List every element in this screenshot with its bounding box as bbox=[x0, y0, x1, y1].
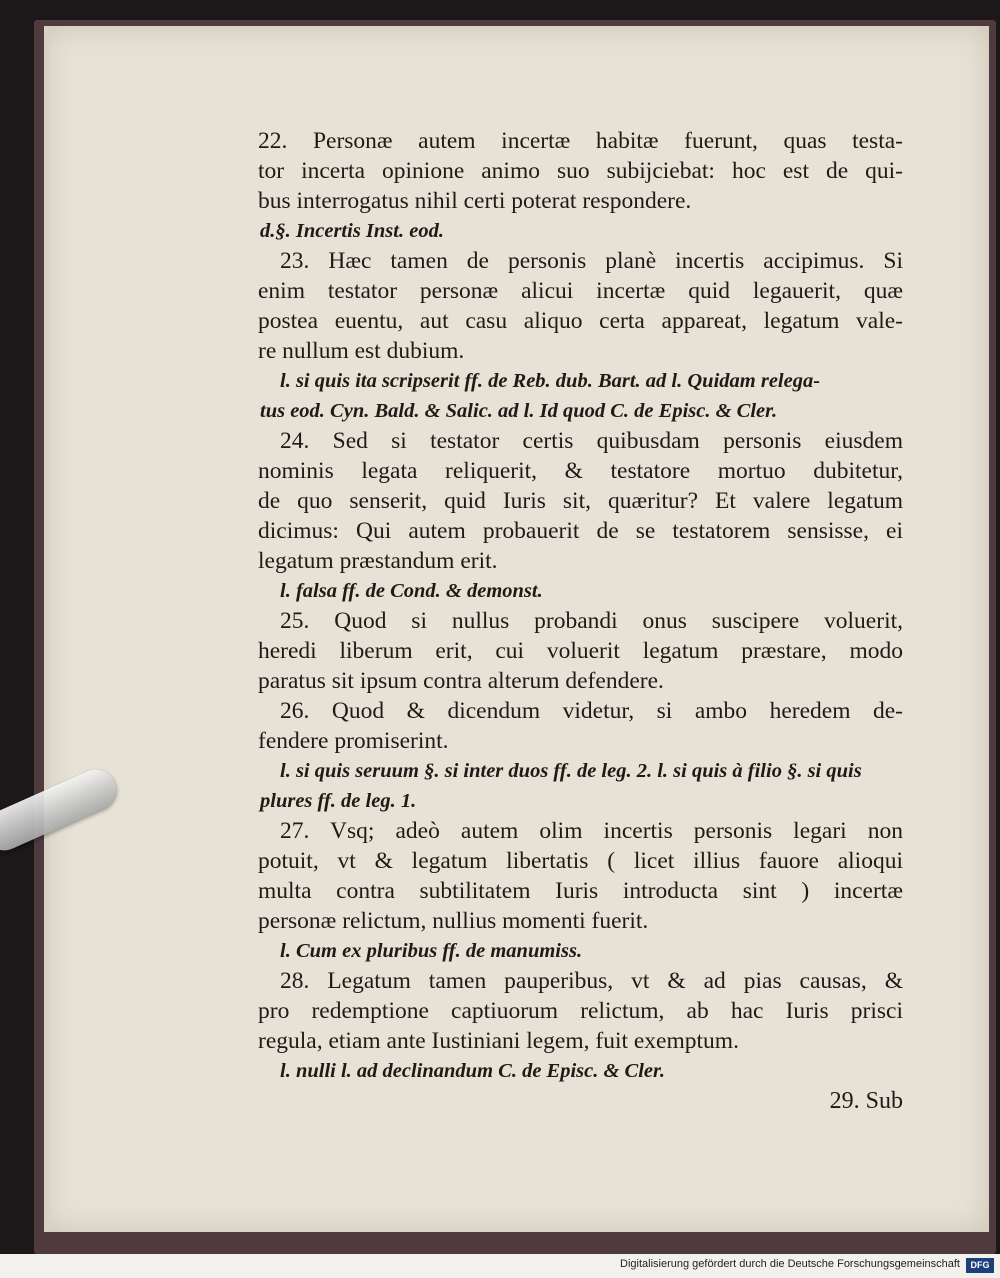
text-line: 25. Quod si nullus probandi onus suscipere voluerit, bbox=[280, 608, 903, 634]
footer-bar bbox=[0, 1254, 1000, 1278]
text-line: potuit, vt & legatum libertatis ( licet illius fauore alioqui bbox=[258, 848, 903, 874]
footer-credit: Digitalisierung gefördert durch die Deutsche Forschungsgemeinschaft bbox=[620, 1258, 960, 1270]
citation-line: plures ff. de leg. 1. bbox=[260, 790, 417, 812]
text-line: re nullum est dubium. bbox=[258, 338, 465, 364]
citation-line: l. nulli l. ad declinandum C. de Episc. & Cler. bbox=[280, 1060, 665, 1082]
text-line: multa contra subtilitatem Iuris introducta sint ) incertæ bbox=[258, 878, 903, 904]
text-line: paratus sit ipsum contra alterum defendere. bbox=[258, 668, 664, 694]
page-text-block bbox=[258, 126, 903, 1086]
text-line: fendere promiserint. bbox=[258, 728, 449, 754]
text-line: nominis legata reliquerit, & testatore mortuo dubitetur, bbox=[258, 458, 903, 484]
text-line: legatum præstandum erit. bbox=[258, 548, 498, 574]
citation-line: tus eod. Cyn. Bald. & Salic. ad l. Id quod C. de Episc. & Cler. bbox=[260, 400, 778, 422]
text-line: personæ relictum, nullius momenti fuerit. bbox=[258, 908, 649, 934]
text-line: enim testator personæ alicui incertæ quid legauerit, quæ bbox=[258, 278, 903, 304]
text-line: postea euentu, aut casu aliquo certa appareat, legatum vale- bbox=[258, 308, 903, 334]
text-line: dicimus: Qui autem probauerit de se testatorem sensisse, ei bbox=[258, 518, 903, 544]
page-edge bbox=[44, 26, 49, 1232]
catchword: 29. Sub bbox=[829, 1088, 903, 1114]
text-line: 26. Quod & dicendum videtur, si ambo heredem de- bbox=[280, 698, 903, 724]
citation-line: d.§. Incertis Inst. eod. bbox=[260, 220, 444, 242]
citation-line: l. Cum ex pluribus ff. de manumiss. bbox=[280, 940, 583, 962]
text-line: 24. Sed si testator certis quibusdam personis eiusdem bbox=[280, 428, 903, 454]
citation-line: l. si quis ita scripserit ff. de Reb. dub. Bart. ad l. Quidam relega- bbox=[280, 370, 821, 392]
citation-line: l. falsa ff. de Cond. & demonst. bbox=[280, 580, 543, 602]
text-line: regula, etiam ante Iustiniani legem, fuit exemptum. bbox=[258, 1028, 739, 1054]
text-line: pro redemptione captiuorum relictum, ab hac Iuris prisci bbox=[258, 998, 903, 1024]
text-line: heredi liberum erit, cui voluerit legatum præstare, modo bbox=[258, 638, 903, 664]
text-line: bus interrogatus nihil certi poterat respondere. bbox=[258, 188, 692, 214]
text-line: 22. Personæ autem incertæ habitæ fuerunt, quas testa- bbox=[258, 128, 903, 154]
text-line: 28. Legatum tamen pauperibus, vt & ad pias causas, & bbox=[280, 968, 903, 994]
dfg-logo-icon: DFG bbox=[966, 1258, 994, 1273]
text-line: de quo senserit, quid Iuris sit, quæritur? Et valere legatum bbox=[258, 488, 903, 514]
text-line: tor incerta opinione animo suo subijciebat: hoc est de qui- bbox=[258, 158, 903, 184]
citation-line: l. si quis seruum §. si inter duos ff. de leg. 2. l. si quis à filio §. si quis bbox=[280, 760, 862, 782]
text-line: 23. Hæc tamen de personis planè incertis accipimus. Si bbox=[280, 248, 903, 274]
text-line: 27. Vsq; adeò autem olim incertis personis legari non bbox=[280, 818, 903, 844]
